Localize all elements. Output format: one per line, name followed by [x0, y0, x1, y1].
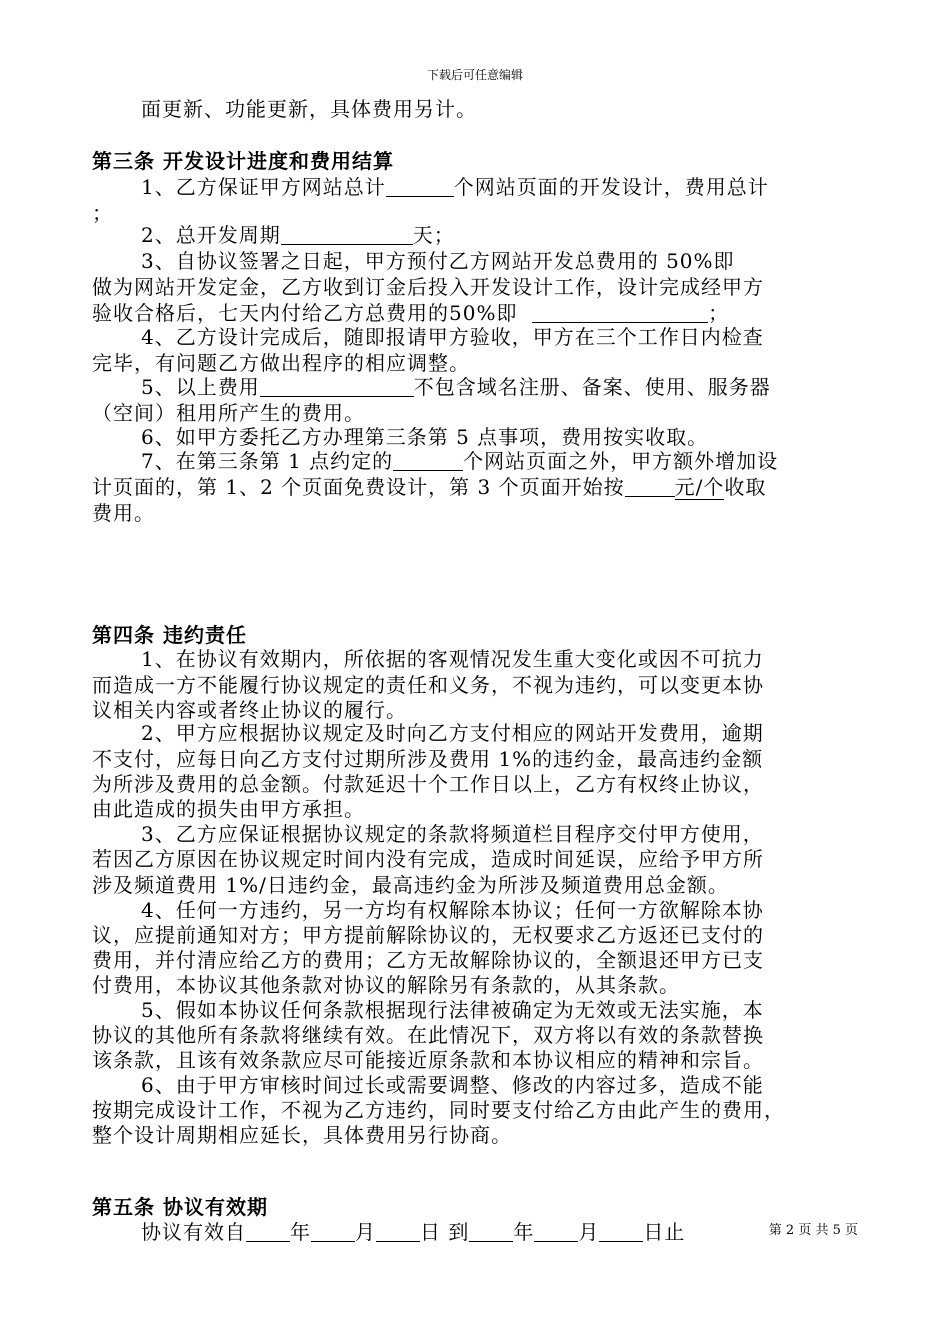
paragraph-line: 1、在协议有效期内，所依据的客观情况发生重大变化或因不可抗力	[141, 647, 764, 671]
text: 7、在第三条第 1 点约定的	[141, 449, 394, 473]
text: 2、总开发周期	[141, 223, 281, 247]
text: 年	[513, 1220, 535, 1244]
paragraph-line: 议相关内容或者终止协议的履行。	[92, 698, 407, 722]
fill-blank	[376, 1221, 420, 1242]
text: 天；	[412, 223, 455, 247]
paragraph-line	[141, 1219, 741, 1245]
section-5-heading: 第五条 协议有效期	[92, 1195, 268, 1219]
text: 月	[355, 1220, 376, 1244]
page-header: 下载后可任意编辑	[426, 68, 523, 82]
text: 不包含域名注册、备案、使用、服务器	[413, 375, 771, 399]
paragraph-line: 面更新、功能更新，具体费用另计。	[141, 97, 477, 121]
paragraph-line: 4、任何一方违约，另一方均有权解除本协议；任何一方欲解除本协	[141, 898, 764, 922]
paragraph-line	[141, 174, 862, 200]
fill-blank	[625, 476, 675, 497]
text: 月	[578, 1220, 600, 1244]
text: 个网站页面之外，甲方额外增加设	[463, 449, 779, 473]
paragraph-line: 费用。	[92, 501, 155, 525]
paragraph-line: 3、乙方应保证根据协议规定的条款将频道栏目程序交付甲方使用，	[141, 822, 764, 846]
paragraph-line	[92, 300, 862, 326]
text: 协议有效自	[141, 1220, 246, 1244]
paragraph-line: （空间）租用所产生的费用。	[92, 401, 365, 425]
text: 日 到	[420, 1220, 470, 1244]
fill-blank	[260, 376, 414, 397]
text: 计页面的，第 1、2 个页面免费设计，第 3 个页面开始按	[92, 475, 625, 499]
paragraph-line: 按期完成设计工作，不视为乙方违约，同时要支付给乙方由此产生的费用，	[92, 1098, 785, 1122]
paragraph-line: 协议的其他所有条款将继续有效。在此情况下，双方将以有效的条款替换	[92, 1023, 764, 1047]
text: 个网站页面的开发设计，费用总计	[453, 175, 769, 199]
text: 年	[290, 1220, 311, 1244]
paragraph-line: 6、由于甲方审核时间过长或需要调整、修改的内容过多，造成不能	[141, 1073, 764, 1097]
paragraph-line: 2、甲方应根据协议规定及时向乙方支付相应的网站开发费用，逾期	[141, 721, 764, 745]
paragraph-line	[141, 448, 862, 474]
paragraph-line: 议，应提前通知对方；甲方提前解除协议的，无权要求乙方返还已支付的	[92, 923, 764, 947]
paragraph-line	[141, 374, 862, 400]
text: 收取	[724, 475, 767, 499]
paragraph-line: 费用，并付清应给乙方的费用；乙方无故解除协议的，全额退还甲方已支	[92, 948, 764, 972]
fill-blank	[532, 302, 708, 323]
paragraph-line: 涉及频道费用 1%/日违约金，最高违约金为所涉及频道费用总金额。	[92, 873, 729, 897]
unit-text: 元/个	[674, 475, 725, 499]
paragraph-line: 若因乙方原因在协议规定时间内没有完成，造成时间延误，应给予甲方所	[92, 847, 764, 871]
fill-blank	[534, 1221, 578, 1242]
paragraph-line: 4、乙方设计完成后，随即报请甲方验收，甲方在三个工作日内检查	[141, 325, 764, 349]
fill-blank	[246, 1221, 290, 1242]
paragraph-line: 完毕，有问题乙方做出程序的相应调整。	[92, 351, 470, 375]
text: 日止	[643, 1220, 686, 1244]
fill-blank	[469, 1221, 513, 1242]
paragraph-line	[141, 222, 862, 248]
paragraph-line: 整个设计周期相应延长，具体费用另行协商。	[92, 1123, 512, 1147]
paragraph-line: 做为网站开发定金，乙方收到订金后投入开发设计工作，设计完成经甲方	[92, 275, 764, 299]
paragraph-line: 由此造成的损失由甲方承担。	[92, 797, 365, 821]
paragraph-line: 付费用，本协议其他条款对协议的解除另有条款的，从其条款。	[92, 973, 680, 997]
paragraph-line: ；	[92, 201, 113, 225]
page-footer: 第 2 页 共 5 页	[768, 1223, 858, 1238]
paragraph-line: 为所涉及费用的总金额。付款延迟十个工作日以上，乙方有权终止协议，	[92, 772, 764, 796]
paragraph-line: 该条款，且该有效条款应尽可能接近原条款和本协议相应的精神和宗旨。	[92, 1048, 764, 1072]
fill-blank	[386, 176, 454, 197]
fill-blank	[311, 1221, 355, 1242]
paragraph-line: 3、自协议签署之日起，甲方预付乙方网站开发总费用的 50%即	[141, 249, 735, 273]
paragraph-line: 不支付，应每日向乙方支付过期所涉及费用 1%的违约金，最高违约金额	[92, 747, 764, 771]
fill-blank	[281, 224, 413, 245]
text: 1、乙方保证甲方网站总计	[141, 175, 386, 199]
section-4-heading: 第四条 违约责任	[92, 623, 247, 647]
paragraph-line	[92, 474, 862, 500]
text: ；	[708, 301, 730, 325]
text: 5、以上费用	[141, 375, 260, 399]
paragraph-line: 6、如甲方委托乙方办理第三条第 5 点事项，费用按实收取。	[141, 425, 709, 449]
paragraph-line: 5、假如本协议任何条款根据现行法律被确定为无效或无法实施，本	[141, 998, 764, 1022]
section-3-heading: 第三条 开发设计进度和费用结算	[92, 149, 394, 173]
fill-blank	[599, 1221, 643, 1242]
fill-blank	[393, 450, 463, 471]
text: 验收合格后，七天内付给乙方总费用的50%即	[92, 301, 518, 325]
paragraph-line: 而造成一方不能履行协议规定的责任和义务，不视为违约，可以变更本协	[92, 673, 764, 697]
